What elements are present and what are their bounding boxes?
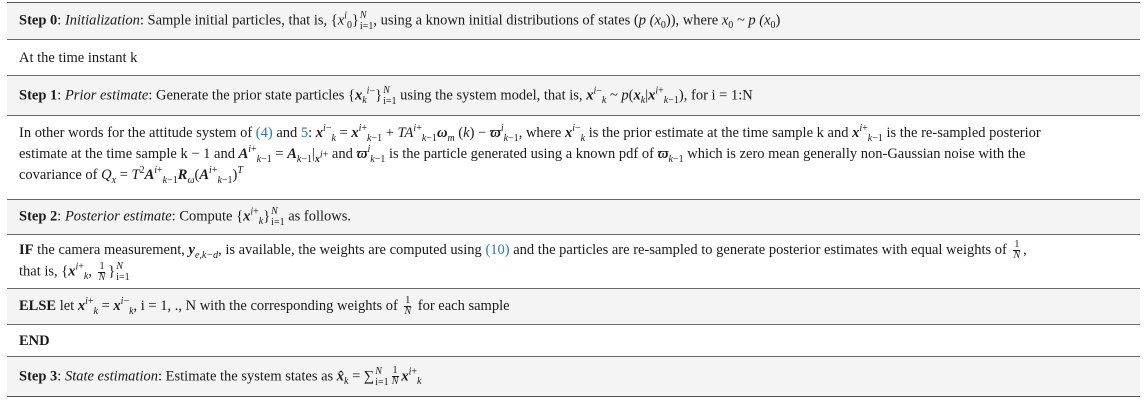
algorithm-table [7,2,1140,397]
step-0-text: Step 0: Initialization: Sample initial particles, that is, $\{x^i_0\}$ N i=1 , using a known initial distributions of states (p $(x_0)$), where $x_0$ ~ p $(x_0)$ [19,10,781,32]
else-row [7,288,1140,324]
step-0-label: Step 0 [19,12,58,29]
attitude-line-1: In other words for the attitude system of (4) and 5: $x^{i-}_k = x^{i+}_{k-1} + TA^{i+}_{k-1}\omega_m$ $(k) - ϖ^i_{k-1}$, where $x^{i-}_k$ is the prior estimate at the time sample k and $x^{i+}_{k-1}$ is the re-sampled posterior [19,123,1041,144]
step-0-row [7,3,1140,39]
if-line-1: IF the camera measurement, $y_{e,k-d}$, is available, the weights are computed using (10) and the particles are re-sampled to generate posterior estimates with equal weights of $\frac{1}{N}$ , [19,239,1027,262]
eq-5-link[interactable]: 5 [300,125,309,141]
attitude-line-3: covariance of $Q_x = T^2A^{i+}_{k-1}R_\omega(A^{i+}_{k-1})^T$ [19,165,243,186]
step-2-row [7,199,1140,234]
eq-4-link[interactable]: (4) [255,125,273,141]
step-1-text: Step 1: Prior estimate: Generate the prior state particles $\{x_k^{i-}\}$ N i=1 using the system model, that is, $x^{i-}_k$ ~ $p(x_k|x^{i+}_{k-1})$, for i = 1:N [19,84,753,107]
step-1-label: Step 1 [19,86,58,103]
if-line-2: that is, {$x^{i+}_k$, $\frac{1}{N}$ } N i=1 [19,260,130,284]
step-0-title: Initialization [64,12,140,29]
time-instant-text: At the time instant k [19,49,138,66]
step-2-label: Step 2 [19,208,58,225]
end-row [7,324,1140,356]
if-keyword: IF [19,241,34,258]
else-keyword: ELSE [19,297,57,314]
step-3-row [7,356,1140,396]
end-keyword: END [19,332,50,349]
step-2-title: Posterior estimate [64,208,172,225]
time-instant-row [7,39,1140,75]
step-3-label: Step 3 [19,367,58,384]
step-2-text: Step 2: Posterior estimate: Compute $\{x^{i+}_k\}$ N i=1 as follows. [19,206,352,228]
attitude-system-row [7,115,1140,199]
else-text: ELSE let $x^{i+}_k = x^{i-}_k$, i = 1, ., N with the corresponding weights of $\frac{1}{N}$ for each sample [19,295,510,318]
step-1-title: Prior estimate [64,86,149,103]
attitude-line-2: estimate at the time sample k − 1 and $A^{i+}_{k-1} = A_{k-1}|_{x^{i+}}$ and $ϖ^i_{k-1}$ is the particle generated using a known pdf of $ϖ_{k-1}$ which is zero mean generally non-Gaussian noise with the [19,144,1026,165]
step-3-text: Step 3: State estimation: Estimate the system states as $x̂_k$ = ∑ N i=1 $\frac{1}{N}$ $x^{i+}_k$ [19,365,422,388]
step-3-title: State estimation [64,367,158,384]
step-1-row [7,75,1140,115]
eq-10-link[interactable]: (10) [485,241,510,258]
if-row [7,234,1140,288]
